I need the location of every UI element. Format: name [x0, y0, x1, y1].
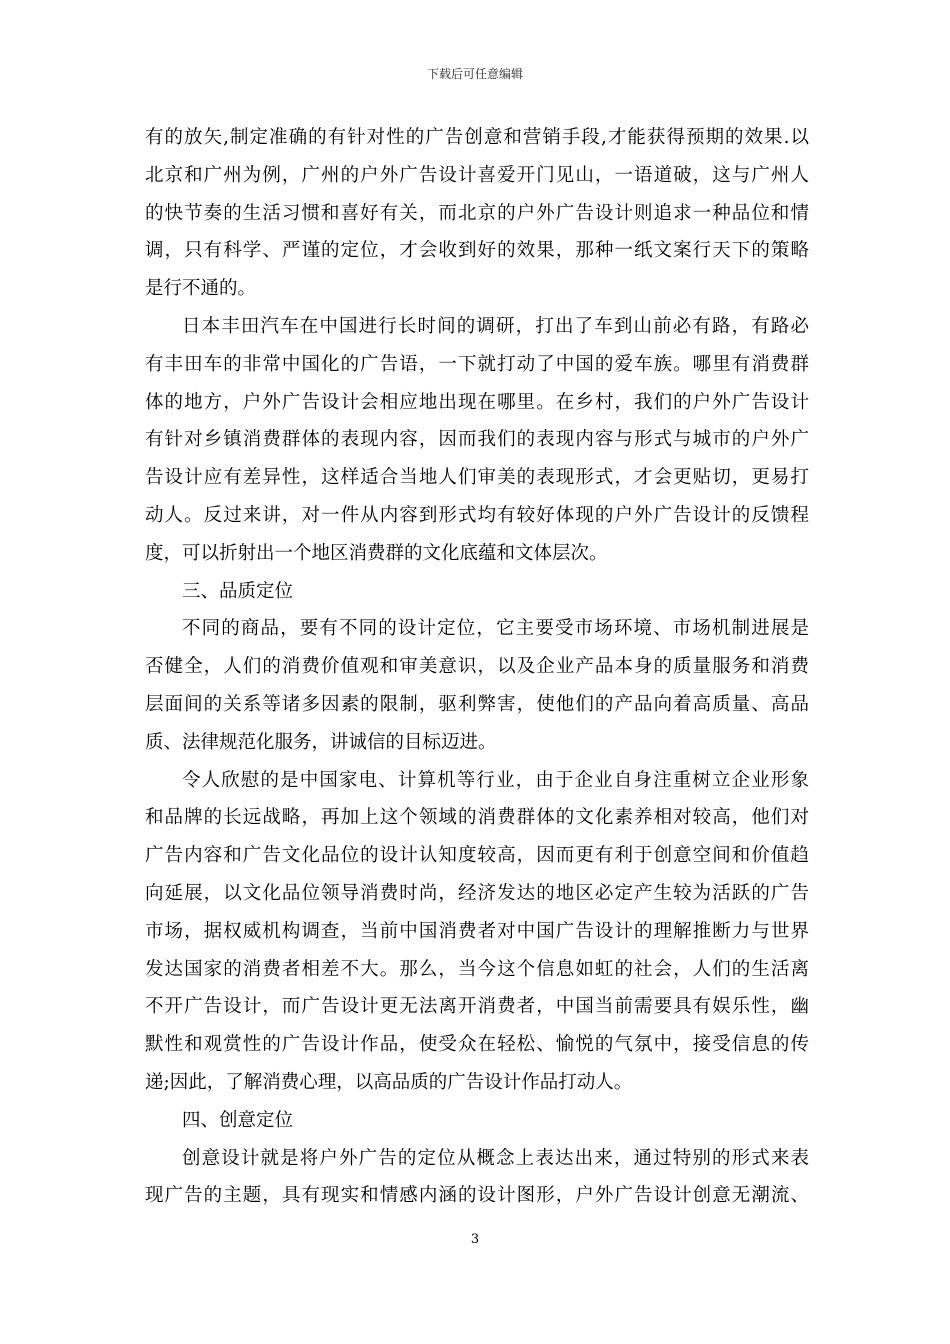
page-number: 3 — [470, 1232, 480, 1247]
page-header: 下载后可任意编辑 — [426, 67, 523, 81]
body-line: 的快节奏的生活习惯和喜好有关，而北京的户外广告设计则追求一种品位和情 — [145, 202, 809, 224]
body-line: 否健全，人们的消费价值观和审美意识，以及企业产品本身的质量服务和消费 — [145, 656, 809, 678]
body-line: 市场，据权威机构调查，当前中国消费者对中国广告设计的理解推断力与世界 — [145, 920, 809, 942]
body-line: 动人。反过来讲，对一件从内容到形式均有较好体现的户外广告设计的反馈程 — [145, 504, 809, 526]
body-line: 有丰田车的非常中国化的广告语，一下就打动了中国的爱车族。哪里有消费群 — [145, 353, 809, 375]
body-line: 创意设计就是将户外广告的定位从概念上表达出来，通过特别的形式来表 — [182, 1147, 809, 1169]
body-line: 告设计应有差异性，这样适合当地人们审美的表现形式，才会更贴切，更易打 — [145, 467, 809, 489]
body-line: 体的地方，户外广告设计会相应地出现在哪里。在乡村，我们的户外广告设计 — [145, 391, 809, 413]
body-line: 调，只有科学、严谨的定位，才会收到好的效果，那种一纸文案行天下的策略 — [145, 240, 809, 262]
body-line: 和品牌的长远战略，再加上这个领域的消费群体的文化素养相对较高，他们对 — [145, 807, 809, 829]
body-line: 度，可以折射出一个地区消费群的文化底蕴和文体层次。 — [145, 542, 608, 564]
body-line: 质、法律规范化服务，讲诚信的目标迈进。 — [145, 731, 497, 753]
body-line: 默性和观赏性的广告设计作品，使受众在轻松、愉悦的气氛中，接受信息的传 — [145, 1034, 809, 1056]
body-line: 向延展，以文化品位领导消费时尚，经济发达的地区必定产生较为活跃的广告 — [145, 882, 809, 904]
body-line: 递;因此，了解消费心理，以高品质的广告设计作品打动人。 — [145, 1071, 633, 1093]
document-body — [145, 119, 809, 1215]
body-line: 层面间的关系等诸多因素的限制，驱利弊害，使他们的产品向着高质量、高品 — [145, 693, 809, 715]
section-heading: 三、品质定位 — [182, 580, 294, 602]
body-line: 有针对乡镇消费群体的表现内容，因而我们的表现内容与形式与城市的户外广 — [145, 429, 809, 451]
body-line: 不开广告设计，而广告设计更无法离开消费者，中国当前需要具有娱乐性，幽 — [145, 996, 809, 1018]
body-line: 不同的商品，要有不同的设计定位，它主要受市场环境、市场机制进展是 — [182, 618, 809, 640]
body-line: 广告内容和广告文化品位的设计认知度较高，因而更有利于创意空间和价值趋 — [145, 845, 809, 867]
body-line: 北京和广州为例，广州的户外广告设计喜爱开门见山，一语道破，这与广州人 — [145, 164, 809, 186]
body-line: 有的放矢,制定准确的有针对性的广告创意和营销手段,才能获得预期的效果.以 — [145, 127, 809, 148]
body-line: 日本丰田汽车在中国进行长时间的调研，打出了车到山前必有路，有路必 — [182, 315, 809, 337]
section-heading: 四、创意定位 — [182, 1109, 294, 1131]
body-line: 发达国家的消费者相差不大。那么，当今这个信息如虹的社会，人们的生活离 — [145, 958, 809, 980]
body-line: 令人欣慰的是中国家电、计算机等行业，由于企业自身注重树立企业形象 — [182, 769, 809, 791]
body-line: 是行不通的。 — [145, 278, 257, 300]
body-line: 现广告的主题，具有现实和情感内涵的设计图形，户外广告设计创意无潮流、 — [145, 1185, 809, 1207]
